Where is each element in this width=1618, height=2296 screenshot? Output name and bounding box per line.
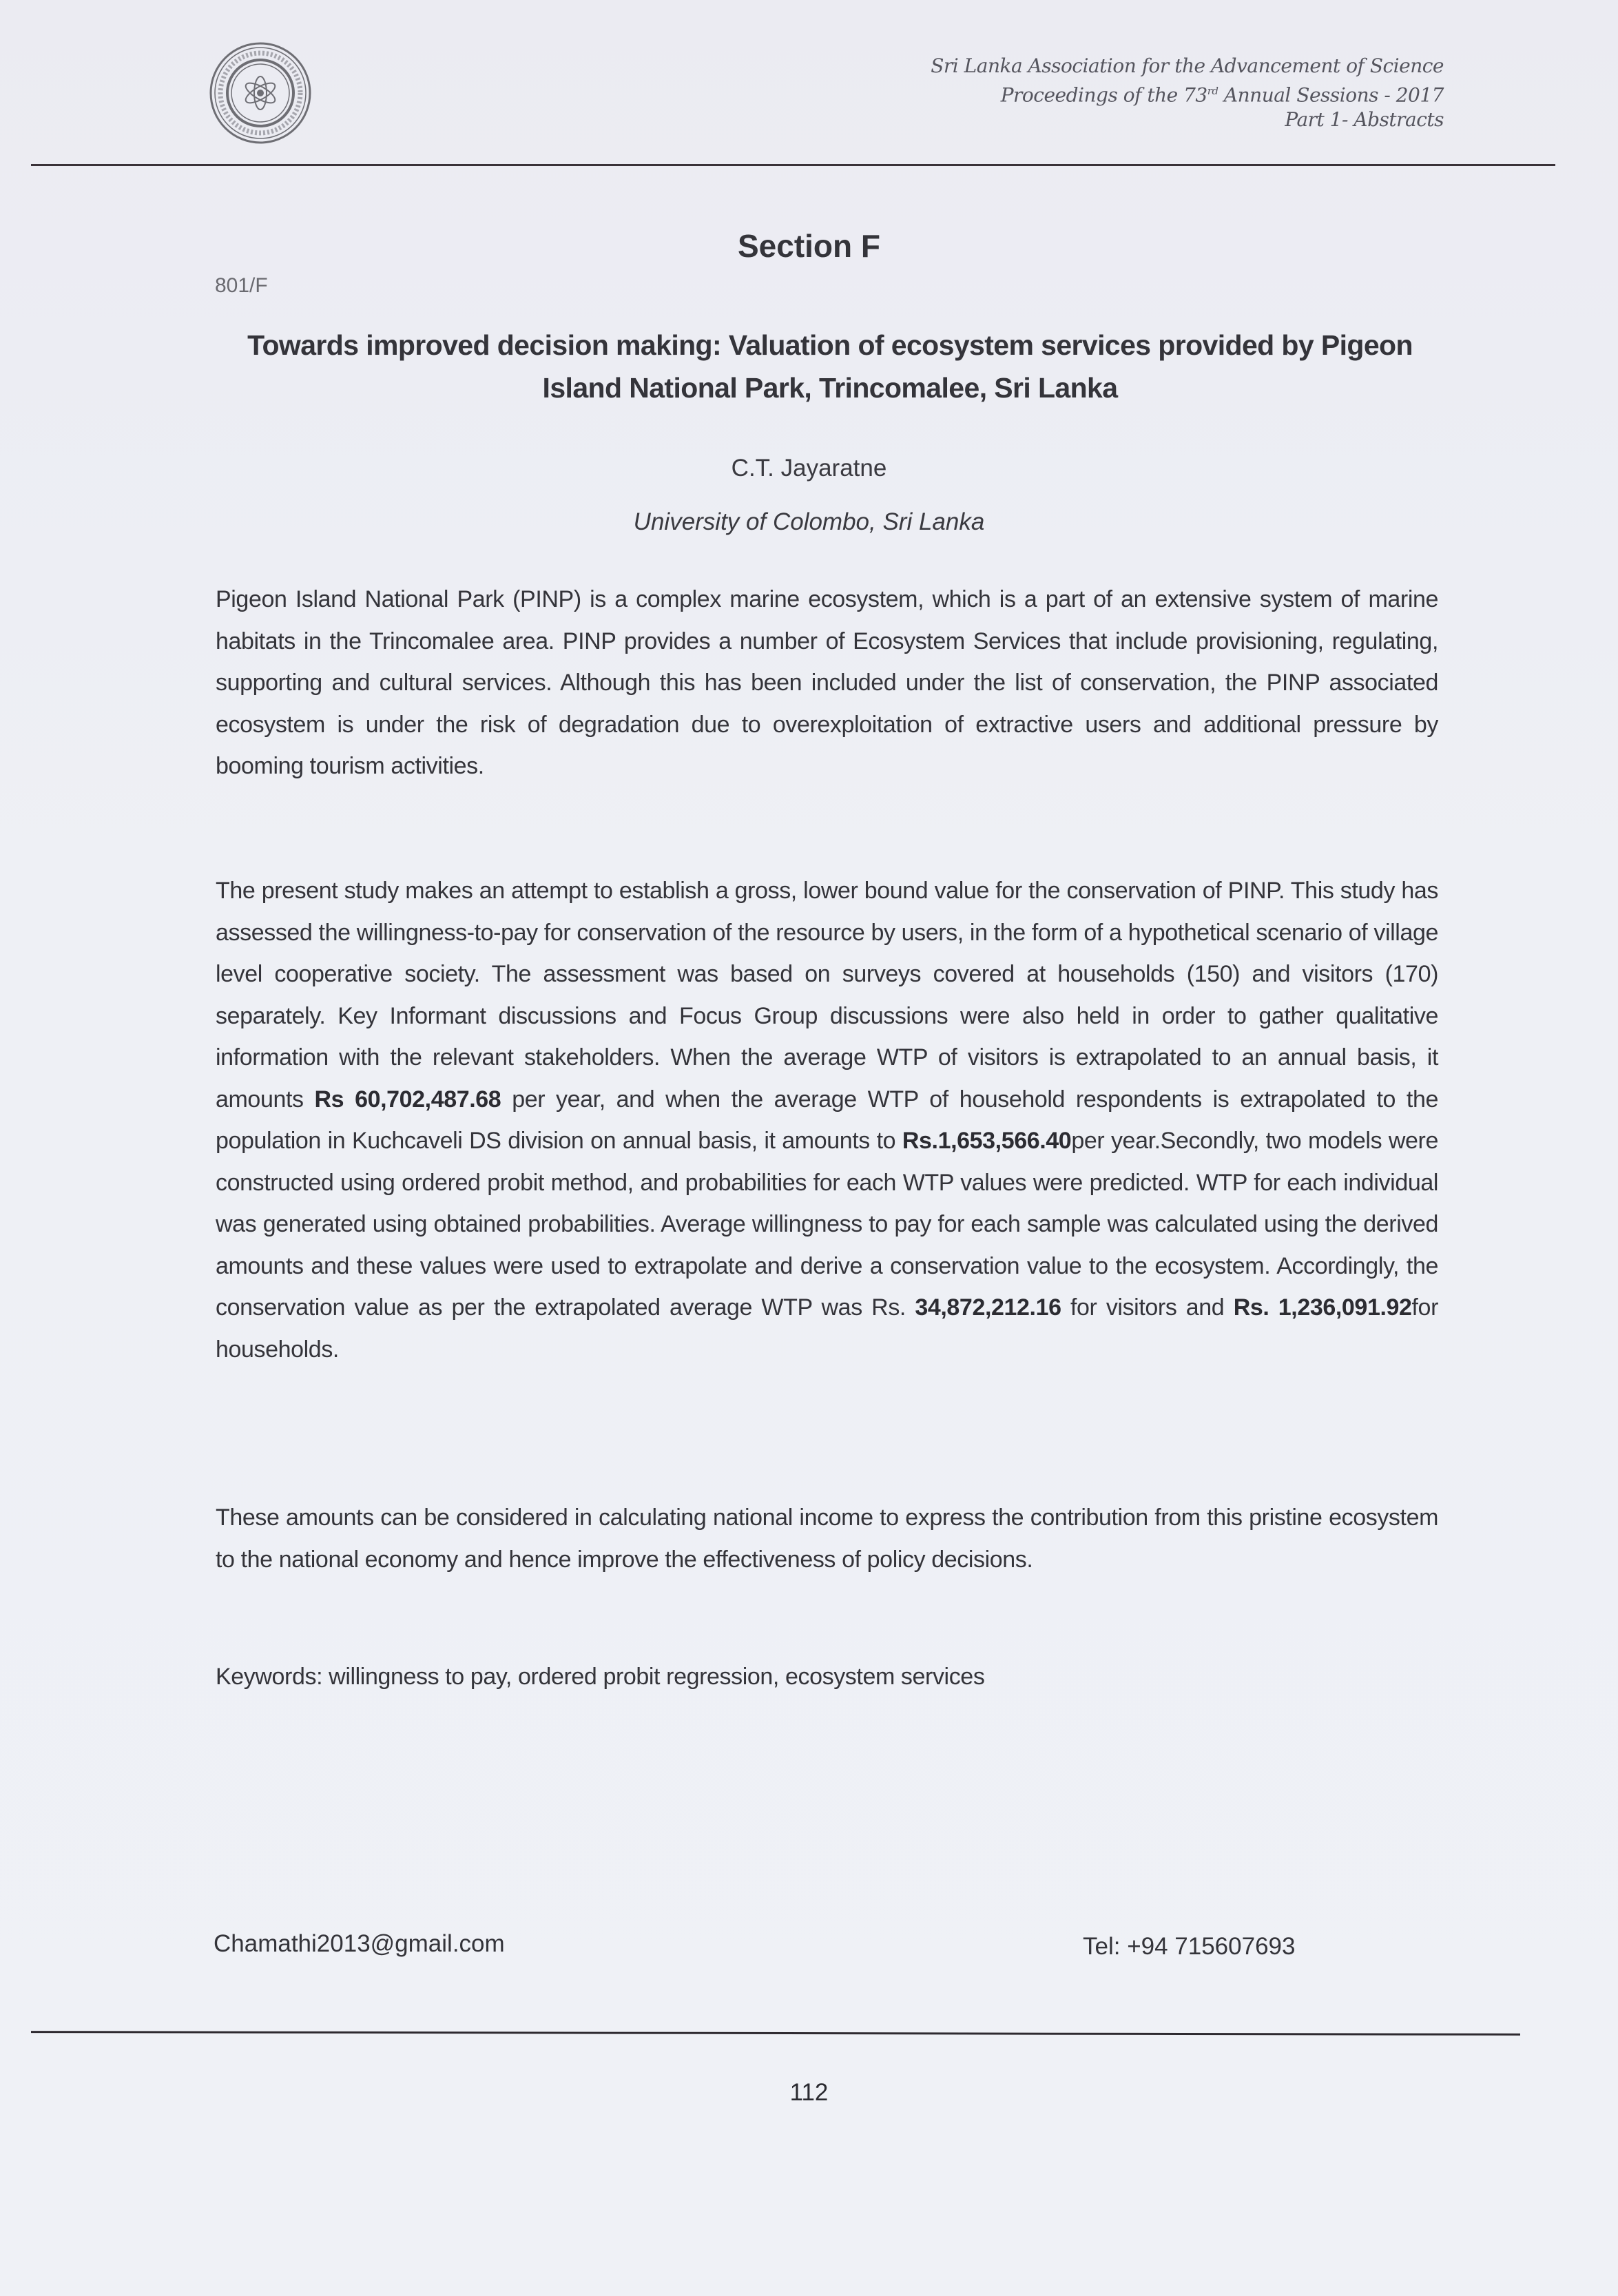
keywords: Keywords: willingness to pay, ordered probit regression, ecosystem services xyxy=(216,1664,985,1690)
paper-title-line-1: Towards improved decision making: Valuation of ecosystem services provided by Pigeon xyxy=(247,329,1413,361)
author-name: C.T. Jayaratne xyxy=(731,455,887,482)
abstract-paragraph-3: These amounts can be considered in calculating national income to express the contribution from this pristine ecosystem to the national economy and hence improve the effectiveness of policy decisions. xyxy=(216,1504,1438,1573)
abstract-id: 801/F xyxy=(215,274,268,297)
header-part: Part 1- Abstracts xyxy=(1285,108,1444,132)
paper-title-line-2: Island National Park, Trincomalee, Sri Lanka xyxy=(542,372,1118,404)
section-title: Section F xyxy=(737,228,881,264)
proceedings-header xyxy=(931,54,1444,132)
page-number: 112 xyxy=(789,2079,829,2106)
visitor-conservation-value: 34,872,212.16 xyxy=(915,1294,1061,1321)
household-conservation-value: Rs. 1,236,091.92 xyxy=(1233,1294,1412,1321)
household-annual-wtp-value: Rs.1,653,566.40 xyxy=(902,1128,1072,1154)
header-divider xyxy=(31,164,1555,166)
author-email: Chamathi2013@gmail.com xyxy=(214,1930,505,1957)
footer-divider xyxy=(31,2031,1520,2036)
paper-title xyxy=(220,324,1440,409)
header-proceedings: Proceedings of the 73rd Annual Sessions - 2017 xyxy=(1000,83,1444,107)
author-affiliation: University of Colombo, Sri Lanka xyxy=(633,508,985,535)
abstract-paragraph-1: Pigeon Island National Park (PINP) is a complex marine ecosystem, which is a part of an extensive system of marine habitats in the Trincomalee area. PINP provides a number of Ecosystem Services that include provisioning, regulating, supporting and cultural services. Although this has been included under the list of conservation, the PINP associated ecosystem is under the risk of degradation due to overexploitation of extractive users and additional pressure by booming tourism activities. xyxy=(216,586,1438,779)
abstract-paragraph-2: The present study makes an attempt to establish a gross, lower bound value for the conservation of PINP. This study has assessed the willingness-to-pay for conservation of the resource by users, in the form of a hypothetical scenario of village level cooperative society. The assessment was based on surveys covered at households (150) and visitors (170) separately. Key Informant discussions and Focus Group discussions were also held in order to gather qualitative information with the relevant stakeholders. When the average WTP of visitors is extrapolated to an annual basis, it amounts Rs 60,702,487.68 per year, and when the average WTP of household respondents is extrapolated to the population in Kuchcaveli DS division on annual basis, it amounts to Rs.1,653,566.40per year.Secondly, two models were constructed using ordered probit method, and probabilities for each WTP values were predicted. WTP for each individual was generated using obtained probabilities. Average willingness to pay for each sample was calculated using the derived amounts and these values were used to extrapolate and derive a conservation value to the ecosystem. Accordingly, the conservation value as per the extrapolated average WTP was Rs. 34,872,212.16 for visitors and Rs. 1,236,091.92for households. xyxy=(216,878,1438,1363)
slaas-emblem-icon xyxy=(198,38,322,148)
header-association: Sri Lanka Association for the Advancement of Science xyxy=(931,54,1444,77)
author-telephone: Tel: +94 715607693 xyxy=(1083,1933,1296,1960)
visitor-annual-wtp-value: Rs 60,702,487.68 xyxy=(314,1086,501,1113)
